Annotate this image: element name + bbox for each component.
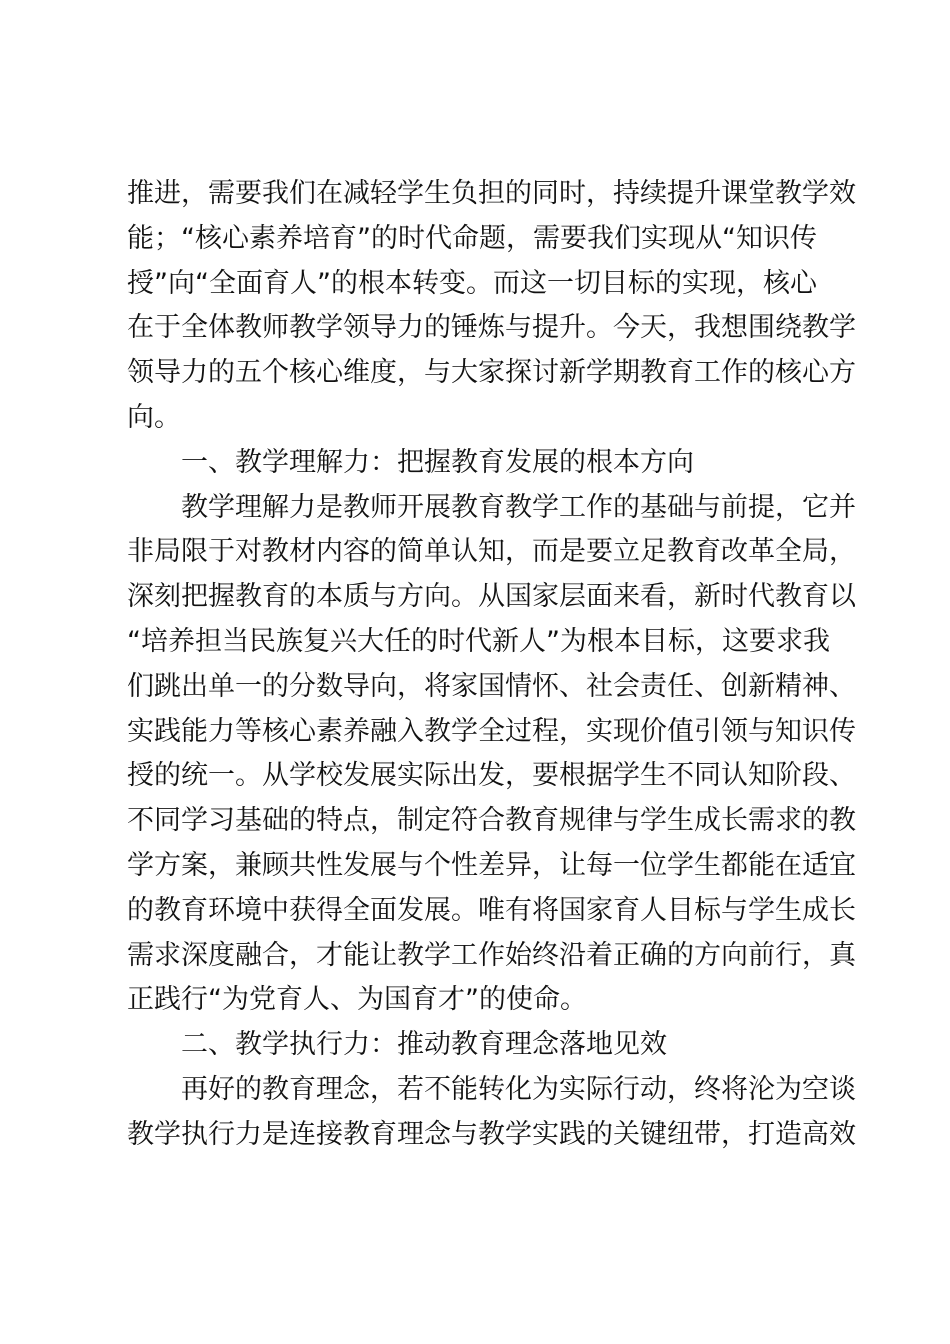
- text-line: 实践能力等核心素养融入教学全过程，实现价值引领与知识传: [127, 715, 856, 747]
- text-line: 教学执行力是连接教育理念与教学实践的关键纽带，打造高效: [127, 1118, 856, 1150]
- text-line: 二、教学执行力：推动教育理念落地见效: [181, 1029, 667, 1061]
- text-line: 不同学习基础的特点，制定符合教育规律与学生成长需求的教: [127, 805, 856, 837]
- text-line: 能；“核心素养培育”的时代命题，需要我们实现从“知识传: [127, 222, 817, 254]
- text-line: 推进，需要我们在减轻学生负担的同时，持续提升课堂教学效: [127, 178, 856, 209]
- text-line: 授的统一。从学校发展实际出发，要根据学生不同认知阶段、: [127, 760, 856, 792]
- text-line: 需求深度融合，才能让教学工作始终沿着正确的方向前行，真: [127, 939, 856, 971]
- text-line: 在于全体教师教学领导力的锤炼与提升。今天，我想围绕教学: [127, 312, 856, 344]
- text-line: 再好的教育理念，若不能转化为实际行动，终将沦为空谈: [181, 1073, 856, 1105]
- text-line: 们跳出单一的分数导向，将家国情怀、社会责任、创新精神、: [127, 670, 856, 702]
- text-line: 一、教学理解力：把握教育发展的根本方向: [181, 446, 694, 478]
- text-line: 非局限于对教材内容的简单认知，而是要立足教育改革全局，: [127, 536, 856, 568]
- text-line: 领导力的五个核心维度，与大家探讨新学期教育工作的核心方: [127, 357, 856, 389]
- text-line: 授”向“全面育人”的根本转变。而这一切目标的实现，核心: [127, 267, 817, 299]
- text-line: 深刻把握教育的本质与方向。从国家层面来看，新时代教育以: [127, 581, 856, 613]
- text-line: “培养担当民族复兴大任的时代新人”为根本目标，这要求我: [127, 625, 830, 657]
- text-line: 正践行“为党育人、为国育才”的使命。: [127, 984, 587, 1016]
- text-line: 的教育环境中获得全面发展。唯有将国家育人目标与学生成长: [127, 894, 856, 926]
- body-text: [127, 172, 856, 1158]
- text-line: 向。: [127, 401, 181, 433]
- text-line: 学方案，兼顾共性发展与个性差异，让每一位学生都能在适宜: [127, 849, 856, 881]
- text-line: 教学理解力是教师开展教育教学工作的基础与前提，它并: [181, 491, 856, 523]
